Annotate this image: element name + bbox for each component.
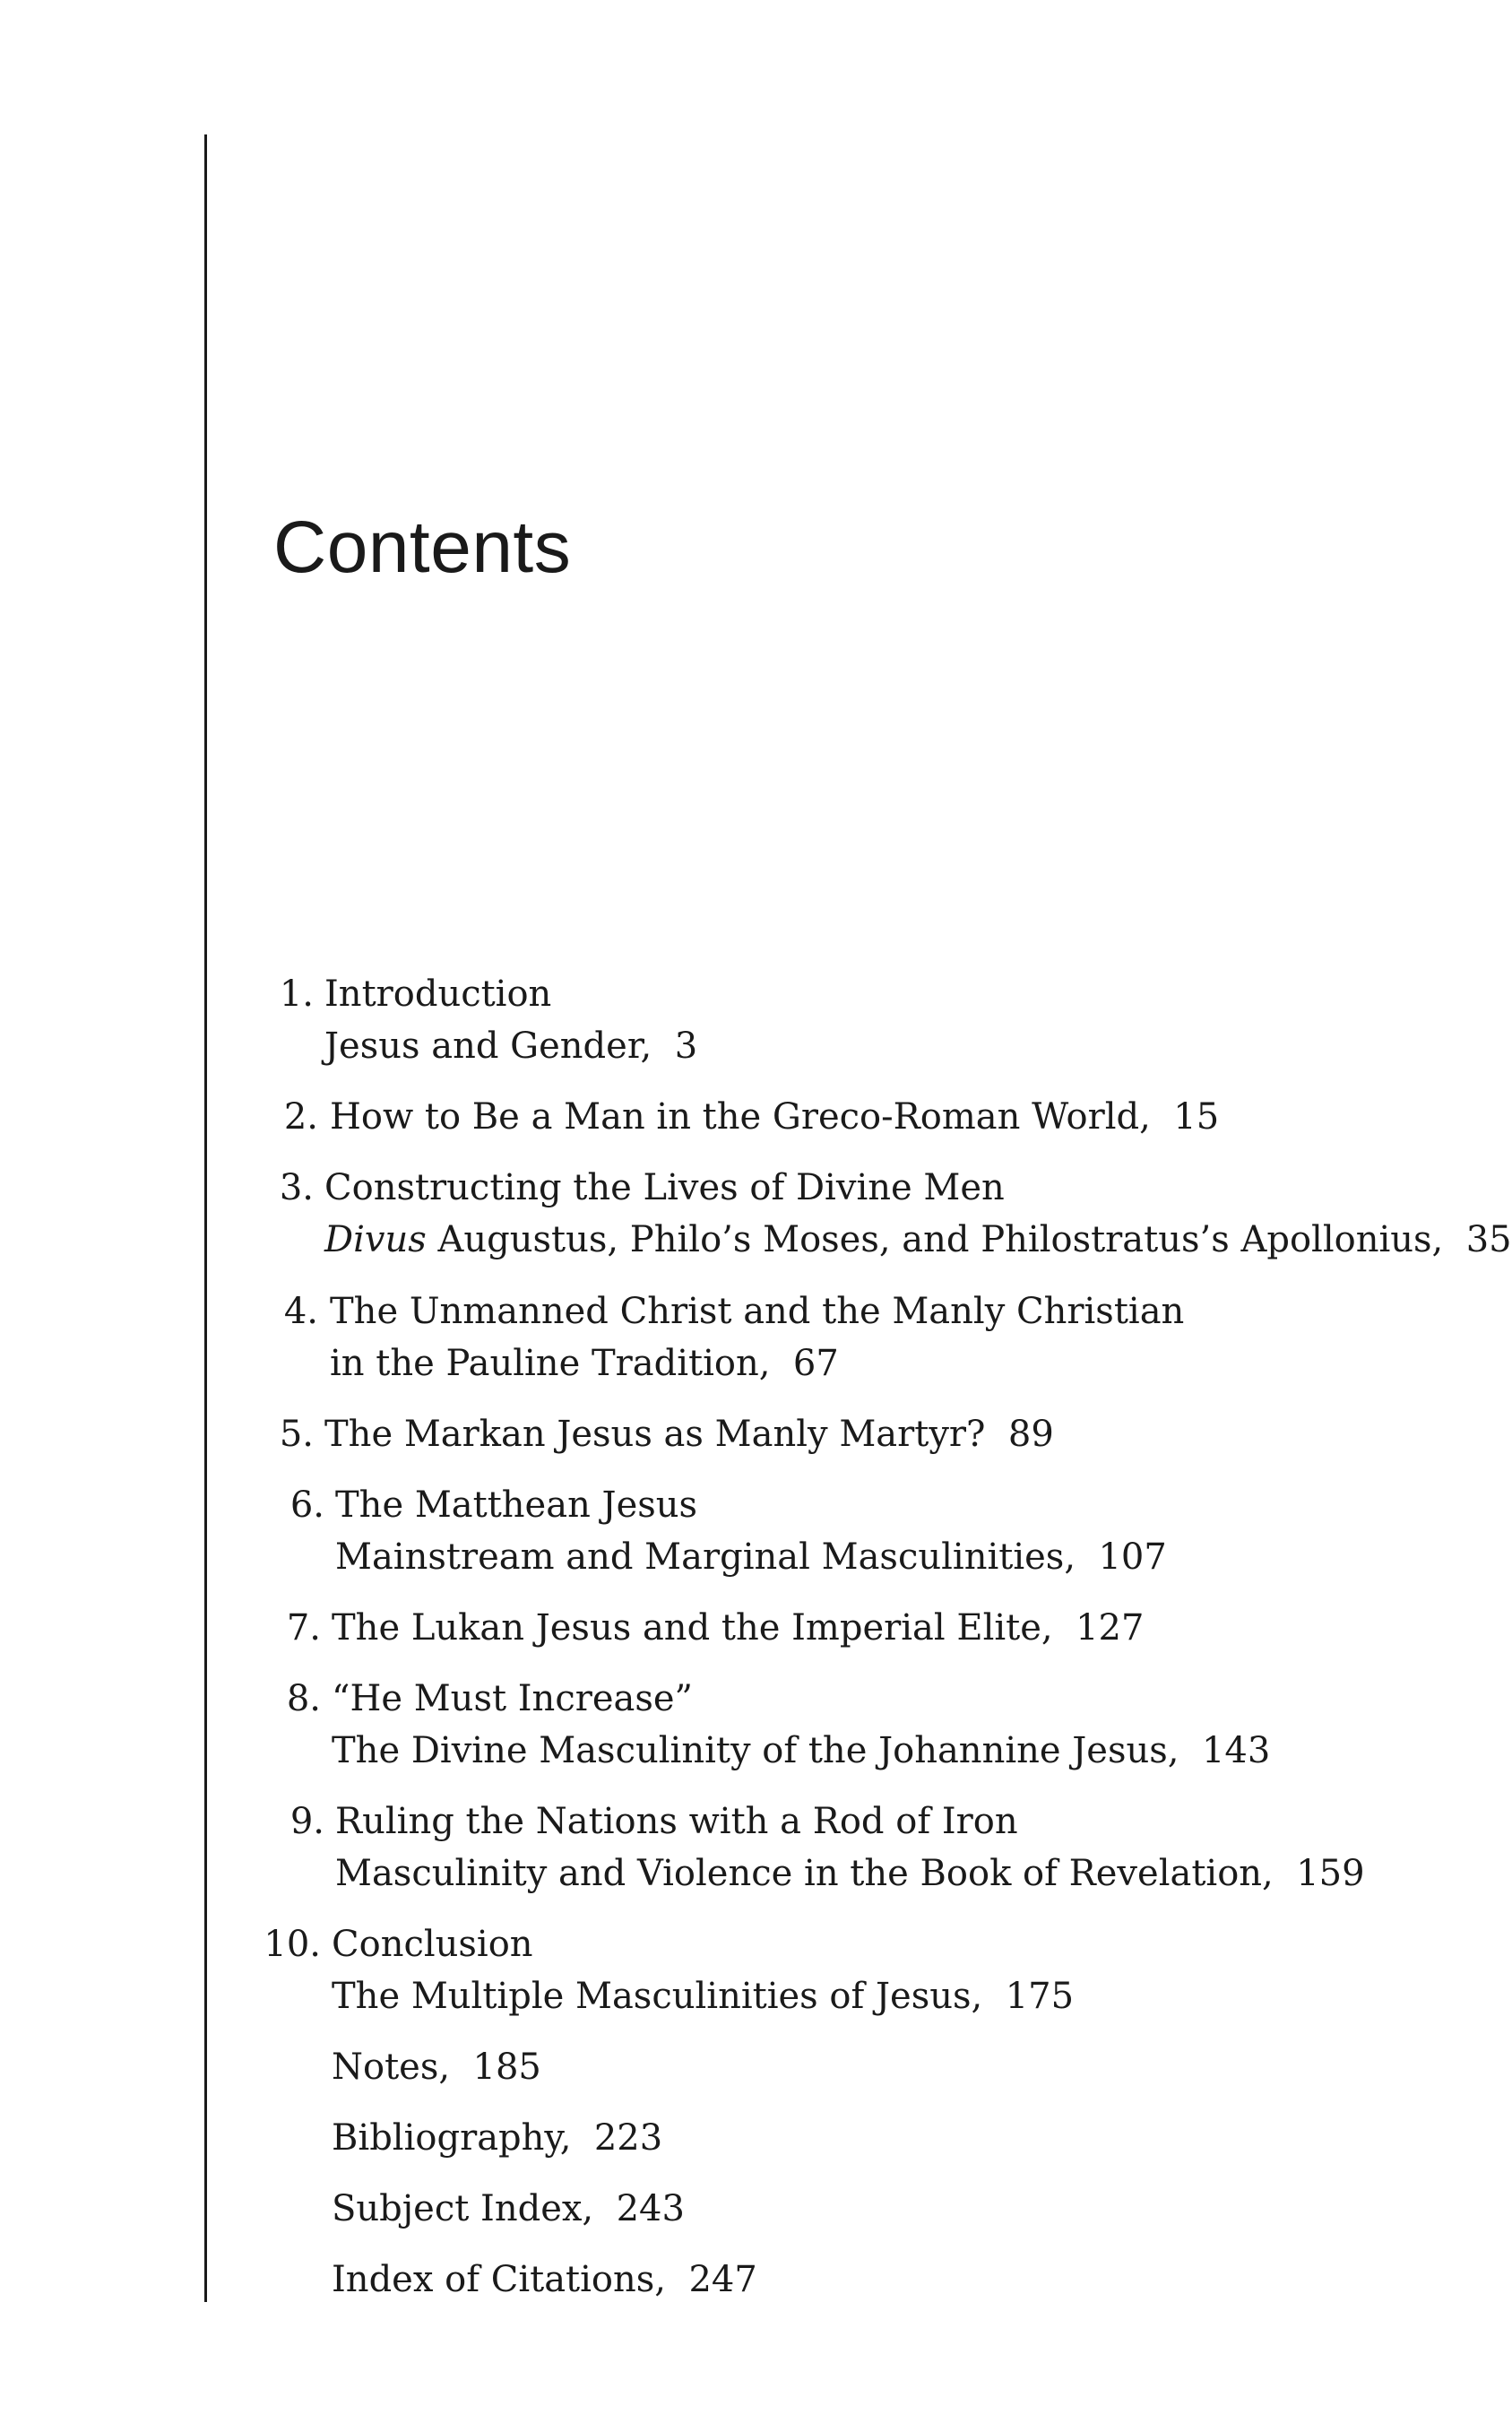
entry-title: Subject Index, <box>332 2188 594 2229</box>
entry-title: The Matthean Jesus <box>335 1484 698 1526</box>
entry-number: 6. <box>289 1484 324 1526</box>
entry-page: 223 <box>593 2117 663 2159</box>
entry-title: The Lukan Jesus and the Imperial Elite, 127 <box>332 1607 1145 1649</box>
entry-page: 89 <box>1007 1414 1054 1455</box>
entry-subtitle: The Divine Masculinity of the Johannine Jesus, 143 <box>332 1730 1271 1771</box>
entry-subtitle: Mainstream and Marginal Masculinities, 107 <box>335 1536 1167 1578</box>
toc-notes[interactable] <box>332 2041 541 2093</box>
entry-title: Bibliography, <box>332 2117 572 2159</box>
entry-page: 107 <box>1098 1536 1167 1578</box>
entry-page: 175 <box>1005 1976 1075 2017</box>
entry-page: 185 <box>472 2047 541 2088</box>
entry-subtitle: Jesus and Gender, 3 <box>324 1026 698 1067</box>
entry-number: 8. <box>286 1678 321 1719</box>
entry-number: 10. <box>264 1924 321 1965</box>
entry-number: 9. <box>289 1801 324 1842</box>
page-title: Contents <box>273 506 572 588</box>
entry-number: 3. <box>279 1167 314 1208</box>
entry-page: 67 <box>792 1343 839 1384</box>
entry-title: Constructing the Lives of Divine Men <box>324 1167 1005 1208</box>
entry-title: Introduction <box>324 974 552 1015</box>
entry-subtitle: in the Pauline Tradition, 67 <box>330 1343 839 1384</box>
entry-subtitle: Masculinity and Violence in the Book of Revelation, 159 <box>335 1853 1365 1894</box>
toc-bibliography[interactable] <box>332 2112 662 2164</box>
entry-page: 247 <box>688 2259 757 2300</box>
entry-page: 3 <box>674 1026 698 1067</box>
entry-page: 15 <box>1173 1096 1220 1138</box>
entry-page: 143 <box>1201 1730 1271 1771</box>
entry-number: 7. <box>286 1607 321 1649</box>
toc-index-of-citations[interactable] <box>332 2254 757 2306</box>
margin-rule <box>204 134 207 2302</box>
entry-page: 35 <box>1465 1219 1512 1260</box>
entry-title: How to Be a Man in the Greco-Roman World, 15 <box>330 1096 1220 1138</box>
entry-number: 5. <box>279 1414 314 1455</box>
entry-page: 159 <box>1296 1853 1365 1894</box>
entry-title: Index of Citations, <box>332 2259 666 2300</box>
entry-subtitle: Divus Augustus, Philo’s Moses, and Philostratus’s Apollonius, 35 <box>324 1219 1512 1260</box>
entry-page: 243 <box>616 2188 685 2229</box>
entry-page: 127 <box>1076 1607 1145 1649</box>
entry-number: 4. <box>283 1291 318 1332</box>
entry-title: The Markan Jesus as Manly Martyr? 89 <box>324 1414 1054 1455</box>
entry-title: Ruling the Nations with a Rod of Iron <box>335 1801 1018 1842</box>
toc-subject-index[interactable] <box>332 2183 685 2235</box>
entry-number: 1. <box>279 974 314 1015</box>
entry-title: Conclusion <box>332 1924 533 1965</box>
entry-title: “He Must Increase” <box>332 1678 694 1719</box>
entry-subtitle: The Multiple Masculinities of Jesus, 175 <box>332 1976 1075 2017</box>
entry-number: 2. <box>283 1096 318 1138</box>
entry-title: Notes, <box>332 2047 451 2088</box>
entry-title: The Unmanned Christ and the Manly Christian <box>330 1291 1185 1332</box>
